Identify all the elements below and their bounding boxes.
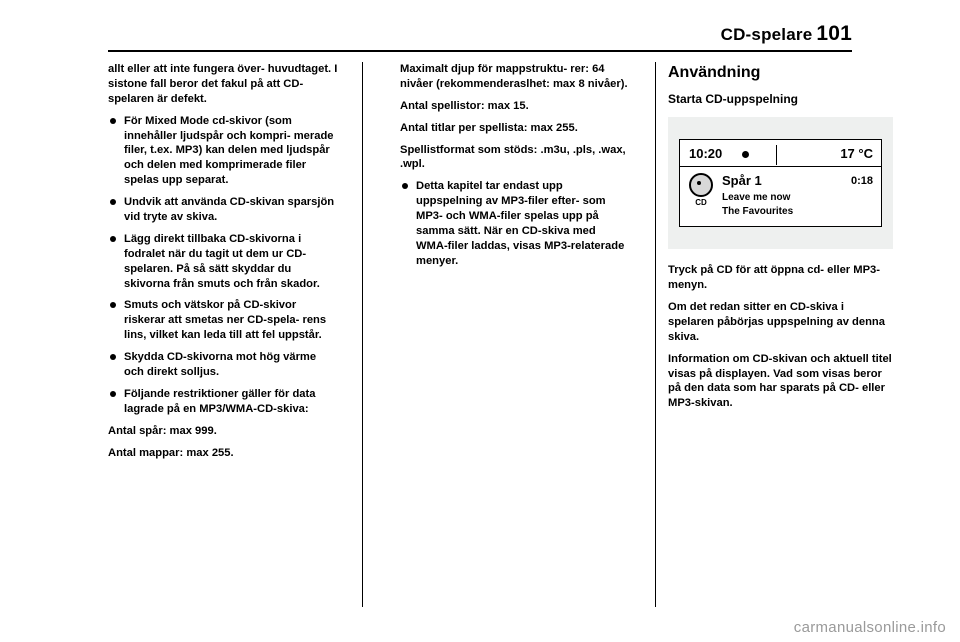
list-item-text: Smuts och vätskor på CD-skivor riskerar att smetas ner CD-spela‑ rens lins, vilket kan leda till att fel uppstår. [124, 299, 327, 342]
radio-screen [679, 139, 882, 227]
paragraph-tracks: Antal spår: max 999. [108, 424, 217, 437]
paragraph-folder-depth: Maximalt djup för mappstruktu‑ rer: 64 nivåer (rekommenderaslhet: max 8 nivåer). [400, 63, 628, 90]
list-item [108, 114, 338, 188]
paragraph-auto-play: Om det redan sitter en CD-skiva i spelaren påbörjas uppspelning av denna skiva. [668, 301, 885, 343]
bullet-dot-icon [110, 199, 116, 205]
bullet-dot-icon [110, 236, 116, 242]
artist-name: The Favourites [722, 206, 794, 218]
cd-disc-icon [688, 173, 714, 209]
list-item-text: För Mixed Mode cd-skivor (som innehåller ljudspår och kompri‑ merade filer, t.ex. MP3) kan delen med ljudspår och delen med komprimerade filer spelas upp separat. [124, 114, 334, 187]
paragraph-folders: Antal mappar: max 255. [108, 446, 234, 459]
bullet-dot-icon [110, 354, 116, 360]
paragraph-playlists: Antal spellistor: max 15. [400, 99, 529, 112]
list-item [108, 298, 338, 343]
radio-display-illustration [668, 117, 893, 249]
bullet-dot-icon [402, 183, 408, 189]
list-item [108, 195, 338, 225]
record-dot-icon [742, 151, 749, 158]
list-item [108, 232, 338, 292]
list-item-text: Detta kapitel tar endast upp uppspelning av MP3-filer efter‑ som MP3- och WMA-filer spelas upp på samma sätt. När en CD-skiva med WMA-filer laddas, visas MP3-relaterade menyer. [416, 180, 625, 267]
source-label: CD [695, 198, 707, 208]
column-three [668, 62, 893, 418]
section-title: Användning [668, 64, 761, 81]
bullet-dot-icon [110, 391, 116, 397]
screen-status-separator [776, 145, 777, 165]
list-item [108, 387, 338, 417]
track-title: Leave me now [722, 192, 791, 204]
paragraph-open-menu: Tryck på CD för att öppna cd- eller MP3-menyn. [668, 264, 880, 292]
column-one [108, 62, 338, 467]
bullet-dot-icon [110, 302, 116, 308]
list-item [108, 350, 338, 380]
subsection-title: Starta CD-uppspelning [668, 92, 799, 107]
page-title: CD-spelare [720, 25, 813, 44]
list-item-text: Lägg direkt tillbaka CD-skivorna i fodralet när du tagit ut dem ur CD-spelaren. På så sätt skyddar du skivorna från smuts och från skador. [124, 232, 320, 290]
page-number: 101 [816, 22, 852, 45]
screen-top-divider [680, 166, 881, 167]
column-divider-1 [362, 62, 363, 607]
disc-shape-icon [689, 173, 713, 197]
elapsed-time: 0:18 [850, 175, 873, 188]
page-header [108, 22, 852, 46]
list-item-text: Följande restriktioner gäller för data lagrade på en MP3/WMA-CD-skiva: [124, 387, 316, 415]
list-item-text: Undvik att använda CD-skivan sparsjön vid tryte av skiva. [124, 196, 335, 224]
column-two [400, 62, 628, 276]
header-divider [108, 50, 852, 52]
paragraph-display-info: Information om CD-skivan och aktuell titel visas på displayen. Vad som visas beror på den data som har sparats på CD- eller MP3-skivan. [668, 352, 892, 410]
list-item-text: Skydda CD-skivorna mot hög värme och direkt solljus. [124, 351, 317, 379]
clock-display: 10:20 [689, 146, 723, 162]
temperature-display: 17 °C [840, 146, 873, 162]
watermark: carmanualsonline.info [793, 619, 946, 636]
paragraph-intro: allt eller att inte fungera över‑ huvudtaget. I sistone fall beror det fakul på att CD-spelaren är defekt. [108, 63, 338, 105]
bullet-dot-icon [110, 118, 116, 124]
track-label: Spår 1 [722, 173, 762, 189]
column-divider-2 [655, 62, 656, 607]
list-item [400, 179, 628, 268]
paragraph-titles-per-playlist: Antal titlar per spellista: max 255. [400, 121, 578, 134]
paragraph-playlist-formats: Spellistformat som stöds: .m3u, .pls, .wax, .wpl. [400, 143, 626, 171]
